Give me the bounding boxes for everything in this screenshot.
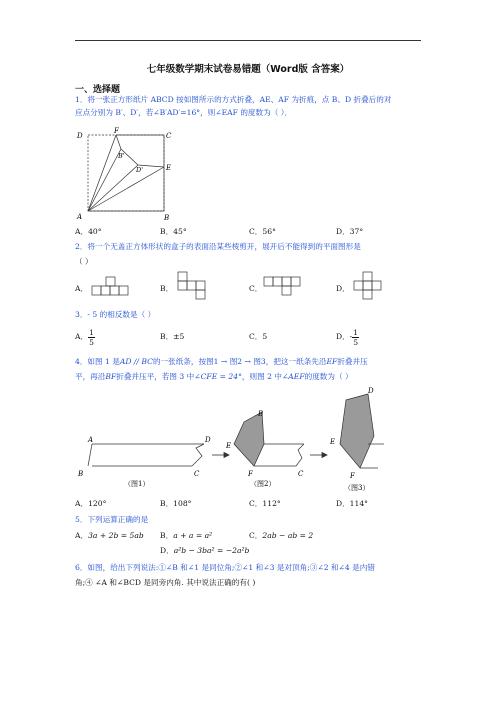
q4-fig2-B: B bbox=[258, 410, 264, 418]
q3-line1: 3．- 5 的相反数是（ ） bbox=[75, 310, 156, 319]
q3-option-a[interactable] bbox=[75, 322, 95, 352]
q4-caption-2: （图2） bbox=[250, 480, 276, 488]
q1-option-d[interactable]: D．37° bbox=[336, 227, 364, 236]
q1-label-F: F bbox=[114, 127, 119, 135]
q2-net-b bbox=[174, 270, 214, 304]
q4-fig3-E: E bbox=[330, 438, 336, 446]
q5-line1: 5．下列运算正确的是 bbox=[75, 515, 149, 524]
q4-line1: 4．如图 1 是AD // BC的一张纸条，按图1 → 图2 → 图3，把这一纸条先沿EF折叠并压 bbox=[75, 357, 368, 366]
q2-line2: （ ） bbox=[75, 257, 93, 266]
q2-net-a bbox=[90, 275, 136, 299]
q4-fig2-F: F bbox=[248, 470, 253, 478]
q4-arrow-2 bbox=[310, 453, 327, 458]
q4-fig3-F: F bbox=[350, 472, 355, 480]
q4-option-a[interactable]: A．120° bbox=[75, 499, 107, 508]
q2-option-b[interactable]: B． bbox=[160, 284, 174, 293]
q4-fig3-D: D bbox=[368, 387, 374, 395]
q3-option-d-fraction: $\frac{1}{5}$ bbox=[353, 327, 359, 347]
q1-label-B: B bbox=[164, 214, 170, 222]
q1-line1: 1．将一张正方形纸片 ABCD 按如图所示的方式折叠，AE、AF 为折痕，点 B、D 折叠后的对 bbox=[75, 95, 392, 104]
q4-fig2-E: E bbox=[226, 442, 232, 450]
q4-option-b[interactable]: B．108° bbox=[160, 499, 192, 508]
q3-option-d-label: D．- bbox=[336, 332, 353, 341]
q4-fig1-strip bbox=[88, 444, 204, 466]
q3-option-b[interactable]: B．±5 bbox=[160, 332, 185, 341]
q3-option-a-label: A． bbox=[75, 332, 89, 341]
q4-line2: 平，再沿BF折叠并压平，若图 3 中∠CFE = 24°，则图 2 中∠AEF的度数为（ ） bbox=[75, 372, 353, 381]
q4-fig1-C: C bbox=[194, 470, 200, 478]
q1-label-A: A bbox=[77, 213, 83, 221]
q2-line1: 2．将一个无盖正方体形状的盒子的表面沿某些棱剪开，展开后不能得到的平面图形是 bbox=[75, 242, 361, 251]
q4-option-d[interactable]: D．114° bbox=[336, 499, 368, 508]
q4-arrow-1 bbox=[212, 453, 229, 458]
q1-option-c[interactable]: C．56° bbox=[249, 227, 276, 236]
q2-option-a[interactable]: A． bbox=[75, 284, 89, 293]
q3-option-c[interactable]: C．5 bbox=[249, 332, 268, 341]
q5-option-b[interactable]: B．a + a = a² bbox=[160, 531, 213, 540]
q2-option-d[interactable]: D． bbox=[336, 284, 350, 293]
page-title: 七年级数学期末试卷易错题（Word版 含答案） bbox=[146, 64, 350, 75]
q3-option-a-fraction: $\frac{1}{5}$ bbox=[89, 327, 94, 347]
q4-fig1-B: B bbox=[78, 470, 84, 478]
q1-label-Bp: B' bbox=[118, 152, 125, 160]
q1-option-b[interactable]: B．45° bbox=[160, 227, 187, 236]
q1-label-Dp: D' bbox=[136, 166, 143, 174]
q4-option-c[interactable]: C．112° bbox=[249, 499, 281, 508]
q2-option-c[interactable]: C． bbox=[249, 284, 263, 293]
q4-fig3 bbox=[340, 394, 384, 468]
q5-option-c[interactable]: C．2ab − ab = 2 bbox=[249, 531, 314, 540]
q4-fig2-C: C bbox=[298, 470, 304, 478]
q1-label-D: D bbox=[77, 132, 83, 140]
q1-option-a[interactable]: A．40° bbox=[75, 227, 102, 236]
q1-label-E: E bbox=[166, 164, 172, 172]
q4-figure bbox=[74, 386, 404, 494]
q2-net-d bbox=[350, 270, 390, 304]
header-rule bbox=[75, 40, 421, 41]
q4-fig2 bbox=[234, 412, 304, 466]
q4-caption-3: （图3） bbox=[344, 484, 370, 492]
q4-fig1-D: D bbox=[205, 436, 211, 444]
q1-figure bbox=[72, 127, 176, 223]
q5-option-a[interactable]: A．3a + 2b = 5ab bbox=[75, 531, 144, 540]
q6-line1: 6．如图，给出下列说法:①∠B 和∠1 是同位角;②∠1 和∠3 是对顶角;③∠2 和∠4 是内错 bbox=[75, 563, 375, 572]
q3-option-d[interactable] bbox=[336, 322, 359, 352]
q1-line2: 应点分别为 B′、D′，若∠B′AD′=16°，则∠EAF 的度数为（ ）． bbox=[75, 108, 293, 117]
q2-net-c bbox=[262, 275, 306, 299]
q4-caption-1: （图1） bbox=[124, 480, 150, 488]
q4-fig1-A: A bbox=[88, 436, 94, 444]
q5-option-d[interactable]: D．a²b − 3ba² = −2a²b bbox=[160, 546, 250, 555]
q1-label-C: C bbox=[166, 132, 172, 140]
section-heading: 一、选择题 bbox=[75, 85, 121, 95]
q6-line2: 角;④ ∠A 和∠BCD 是同旁内角. 其中说法正确的有( ) bbox=[75, 578, 256, 587]
